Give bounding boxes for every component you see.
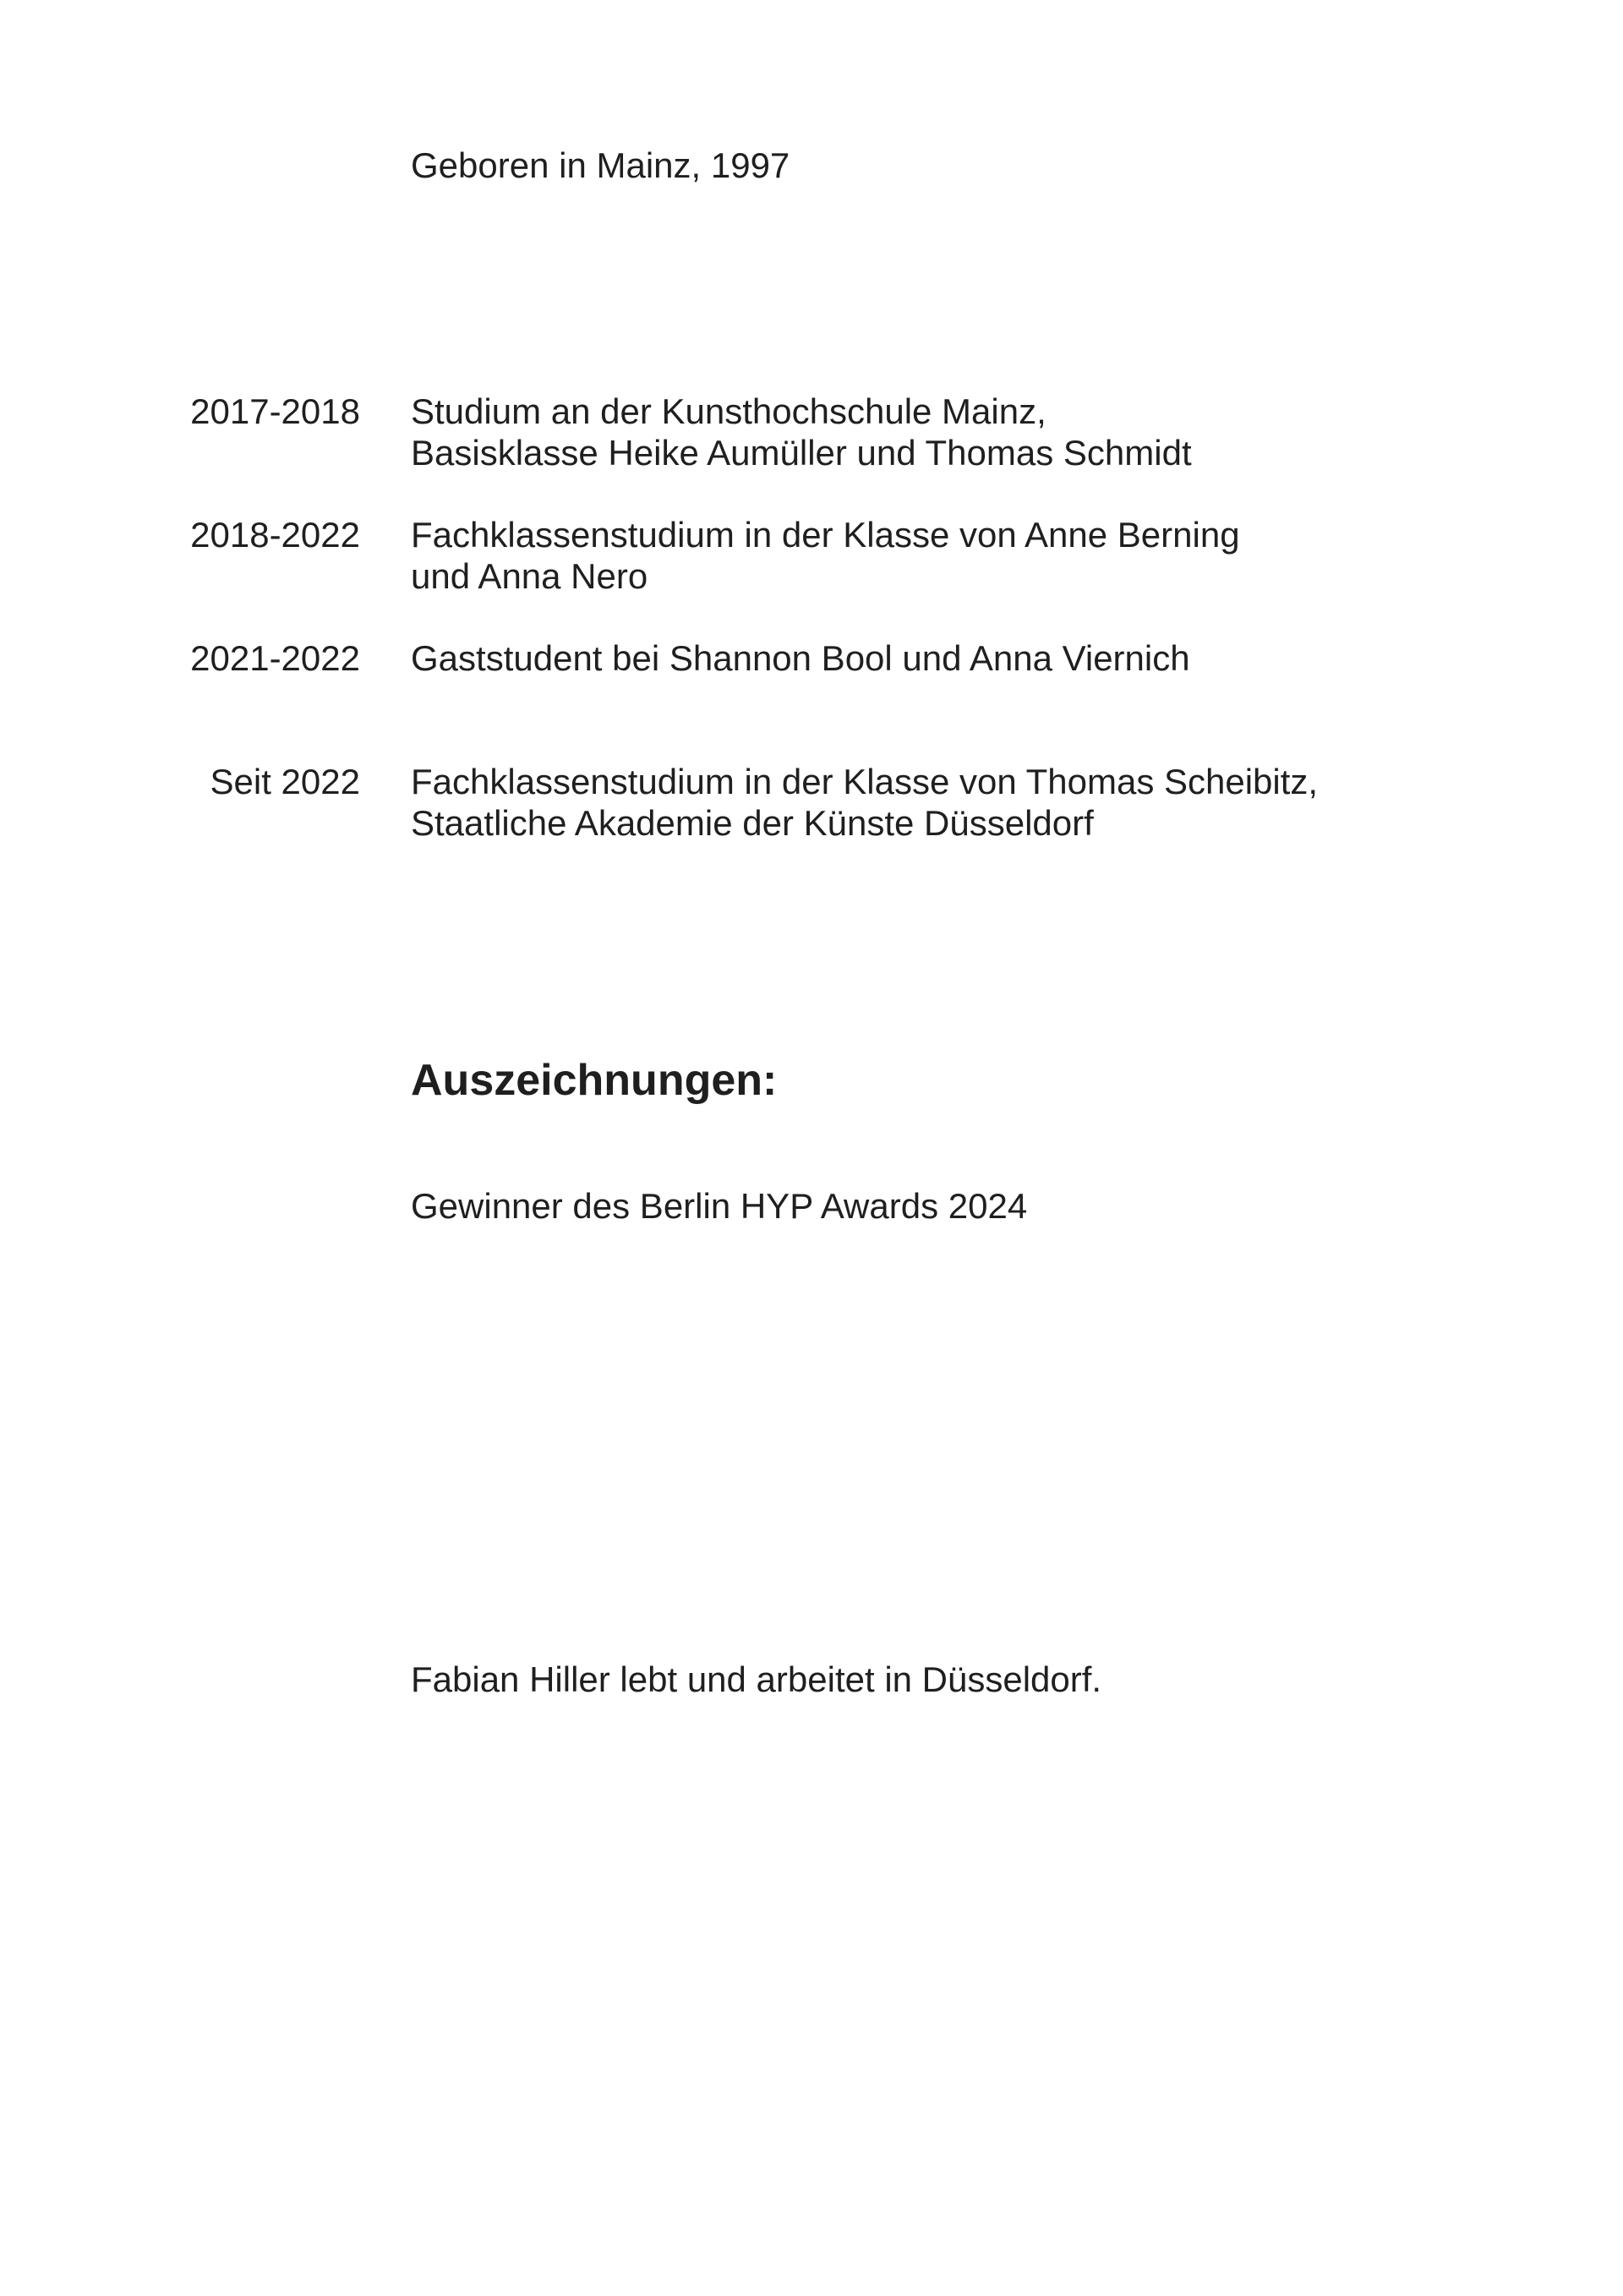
education-date: 2018-2022 (190, 515, 360, 555)
education-description-line: Fachklassenstudium in der Klasse von Anne Berning (411, 515, 1240, 555)
education-description-line: Studium an der Kunsthochschule Mainz, (411, 391, 1046, 431)
education-description-line: und Anna Nero (411, 556, 648, 596)
closing-statement: Fabian Hiller lebt und arbeitet in Düsseldorf. (411, 1659, 1102, 1699)
education-date: Seit 2022 (210, 762, 360, 801)
education-description-line: Gaststudent bei Shannon Bool und Anna Viernich (411, 638, 1190, 678)
education-date: 2021-2022 (190, 638, 360, 678)
education-date: 2017-2018 (190, 391, 360, 431)
education-description-line: Basisklasse Heike Aumüller und Thomas Schmidt (411, 433, 1192, 473)
education-description-line: Staatliche Akademie der Künste Düsseldorf (411, 803, 1094, 843)
birth-info: Geboren in Mainz, 1997 (411, 145, 790, 185)
education-description-line: Fachklassenstudium in der Klasse von Thomas Scheibitz, (411, 762, 1319, 801)
awards-heading: Auszeichnungen: (411, 1056, 778, 1105)
award-item: Gewinner des Berlin HYP Awards 2024 (411, 1186, 1028, 1226)
